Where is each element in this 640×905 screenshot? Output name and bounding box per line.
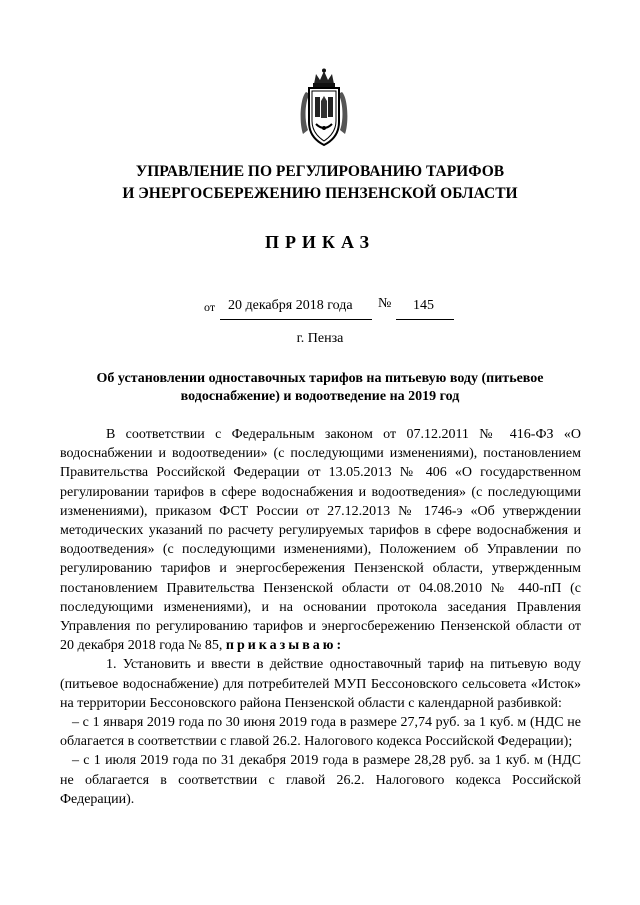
document-type: ПРИКАЗ — [264, 232, 376, 252]
preamble-text: В соответствии с Федеральным законом от 07.12.2011 № 416-ФЗ «О водоснабжении и водоотведении» (с последующими изменениями), постановлением Правительства Российской Федерации от 13.05.2013 № 406 «О государственном регулировании тарифов в сфере водоснабжения и водоотведения» (с последующими изменениями), приказом ФСТ России от 27.12.2013 № 1746-э «Об утверждении методических указаний по расчету регулируемых тарифов в сфере водоснабжения и водоотведения» (с последующими изменениями), Положением об Управлении по регулированию тарифов и энергосбережения Пензенской области, утвержденным постановлением Правительства Пензенской области от 04.08.2010 № 440-пП (с последующими изменениями), и на основании протокола заседания Правления Управления по регулированию тарифов и энергосбережению Пензенской области от 20 декабря 2018 года № 85, — [60, 427, 581, 654]
preamble-paragraph — [60, 425, 581, 655]
heading-line-2: водоснабжение) и водоотведение на 2019 год — [180, 389, 460, 404]
document-body — [60, 425, 581, 809]
bullet-2: – с 1 июля 2019 года по 31 декабря 2019 года в размере 28,28 руб. за 1 куб. м (НДС не облагается в соответствии с главой 26.2. Налогового кодекса Российской Федерации). — [60, 753, 581, 807]
org-name-line-1: УПРАВЛЕНИЕ ПО РЕГУЛИРОВАНИЮ ТАРИФОВ — [135, 163, 505, 180]
number-label: № — [378, 296, 392, 311]
document-date: 20 декабря 2018 года — [228, 298, 353, 313]
heading-line-1: Об установлении одноставочных тарифов на питьевую воду (питьевое — [96, 371, 544, 386]
coat-of-arms-icon — [294, 68, 354, 148]
org-name-line-2: И ЭНЕРГОСБЕРЕЖЕНИЮ ПЕНЗЕНСКОЙ ОБЛАСТИ — [122, 185, 518, 202]
bullet-1: – с 1 января 2019 года по 30 июня 2019 года в размере 27,74 руб. за 1 куб. м (НДС не облагается в соответствии с главой 26.2. Налогового кодекса Российской Федерации); — [60, 715, 581, 750]
document-number: 145 — [413, 298, 434, 313]
order-word: приказываю: — [225, 638, 345, 654]
number-underline — [396, 319, 454, 320]
city: г. Пенза — [296, 331, 344, 346]
date-underline — [220, 319, 372, 320]
item-1: 1. Установить и ввести в действие одноставочный тариф на питьевую воду (питьевое водоснабжение) для потребителей МУП Бессоновского сельсовета «Исток» на территории Бессоновского района Пензенской области с календарной разбивкой: — [60, 657, 581, 711]
from-label: от — [204, 300, 216, 314]
